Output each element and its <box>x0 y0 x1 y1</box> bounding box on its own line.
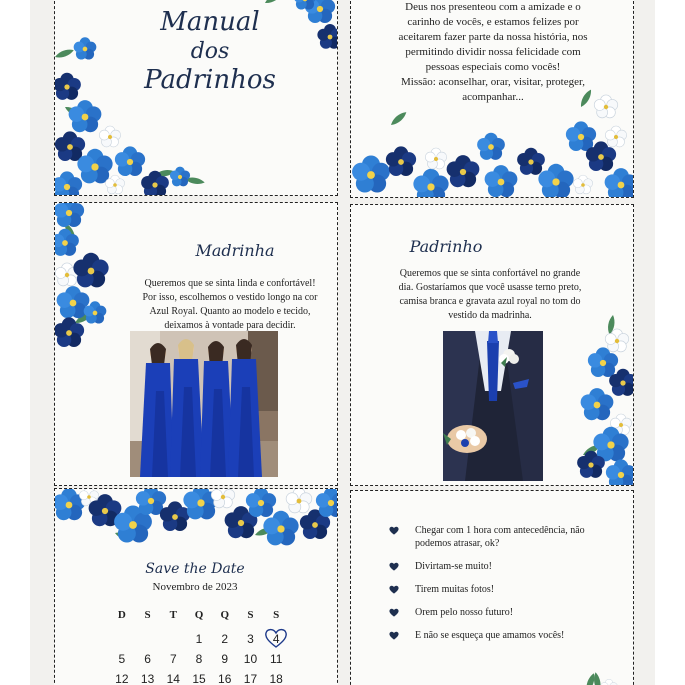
flower-cluster-icon <box>351 0 634 198</box>
calendar-day: 17 <box>243 672 258 685</box>
groomsman-photo <box>443 331 543 481</box>
calendar-weekdays <box>109 605 289 625</box>
flower-cluster-icon <box>55 489 338 551</box>
madrinha-line: Azul Royal. Quanto ao modelo e tecido, <box>149 306 311 317</box>
weekday: S <box>273 609 280 621</box>
calendar-day-highlight <box>263 632 289 646</box>
intro-line: Missão: aconselhar, orar, visitar, proteger, <box>401 76 585 88</box>
rules-list <box>389 525 629 653</box>
calendar-day: 8 <box>195 652 203 666</box>
intro-line: carinho de vocês, e estamos felizes por <box>407 16 579 28</box>
cover-title-line2: dos <box>190 39 230 64</box>
calendar-day: 5 <box>118 652 126 666</box>
calendar-day: 10 <box>243 652 258 666</box>
bridesmaids-photo <box>130 331 278 477</box>
madrinha-line: deixamos à vontade para decidir. <box>164 320 296 331</box>
weekday: S <box>144 609 151 621</box>
madrinha-line: Por isso, escolhemos o vestido longo na cor <box>142 292 318 303</box>
cover-title-line1: Manual <box>160 7 260 37</box>
save-date-month: Novembro de 2023 <box>152 581 238 593</box>
calendar-row <box>109 649 289 669</box>
weekday: T <box>169 609 177 621</box>
calendar-day: 14 <box>166 672 180 685</box>
madrinha-title: Madrinha <box>195 241 275 260</box>
madrinha-line: Queremos que se sinta linda e confortável! <box>144 278 316 289</box>
padrinho-title: Padrinho <box>409 237 483 256</box>
intro-line: aceitarem fazer parte da nossa história, nos <box>398 31 588 43</box>
calendar-day: 11 <box>269 652 283 666</box>
rule-item <box>389 630 629 653</box>
flower-cluster-icon <box>579 664 619 685</box>
calendar-day: 13 <box>140 672 155 685</box>
madrinha-text <box>105 277 338 333</box>
intro-line: pessoas especiais como vocês! <box>425 61 561 73</box>
weekday: S <box>247 609 254 621</box>
padrinho-card <box>350 204 634 486</box>
calendar-day: 15 <box>192 672 206 685</box>
rules-card <box>350 490 634 685</box>
weekday: Q <box>194 609 204 621</box>
calendar-day: 3 <box>247 632 254 646</box>
flower-cluster-icon <box>55 0 338 196</box>
rule-text: E não se esqueça que amamos vocês! <box>415 630 565 641</box>
padrinho-line: Queremos que se sinta confortável no grande <box>399 268 581 279</box>
heart-icon <box>389 585 399 594</box>
heart-icon <box>389 526 399 535</box>
madrinha-card <box>54 202 338 486</box>
rule-item <box>389 607 629 630</box>
intro-card <box>350 0 634 198</box>
weekday: Q <box>220 609 230 621</box>
intro-line: acompanhar... <box>462 91 524 103</box>
calendar-day: 9 <box>221 652 229 666</box>
calendar-day: 16 <box>218 672 232 685</box>
weekday: D <box>117 609 126 621</box>
flower-cluster-icon <box>573 305 633 486</box>
heart-icon <box>389 562 399 571</box>
intro-line: Deus nos presenteou com a amizade e o <box>405 1 581 13</box>
heart-icon <box>389 631 399 640</box>
padrinho-line: camisa branca e gravata azul royal no tom do <box>399 296 581 307</box>
cover-card <box>54 0 338 196</box>
heart-icon <box>389 608 399 617</box>
rule-item <box>389 525 629 561</box>
rule-text: podemos atrasar, ok? <box>415 537 500 549</box>
highlight-day-number: 4 <box>272 632 280 646</box>
rule-item <box>389 584 629 607</box>
padrinho-line: vestido da madrinha. <box>448 310 532 321</box>
calendar-row <box>109 629 289 649</box>
calendar-row <box>109 669 289 685</box>
cover-title-line3: Padrinhos <box>144 65 276 95</box>
intro-line: permitindo dividir nossa felicidade com <box>405 46 581 58</box>
rule-text: Orem pelo nosso futuro! <box>415 607 514 618</box>
padrinho-line: dia. Gostaríamos que você usasse terno preto, <box>398 282 582 293</box>
save-date-title: Save the Date <box>145 561 245 577</box>
calendar-day: 12 <box>115 672 129 685</box>
calendar-day: 7 <box>169 652 177 666</box>
rule-text: Tirem muitas fotos! <box>415 584 495 595</box>
calendar-day: 1 <box>195 632 203 646</box>
rule-text: Chegar com 1 hora com antecedência, não <box>415 525 585 536</box>
calendar-day: 6 <box>144 652 151 666</box>
calendar <box>109 605 289 685</box>
calendar-day: 18 <box>269 672 283 685</box>
calendar-day: 2 <box>221 632 229 646</box>
rule-item <box>389 561 629 584</box>
invitation-sheet <box>30 0 655 685</box>
rule-text: Divirtam-se muito! <box>415 561 492 572</box>
save-date-card <box>54 488 338 685</box>
